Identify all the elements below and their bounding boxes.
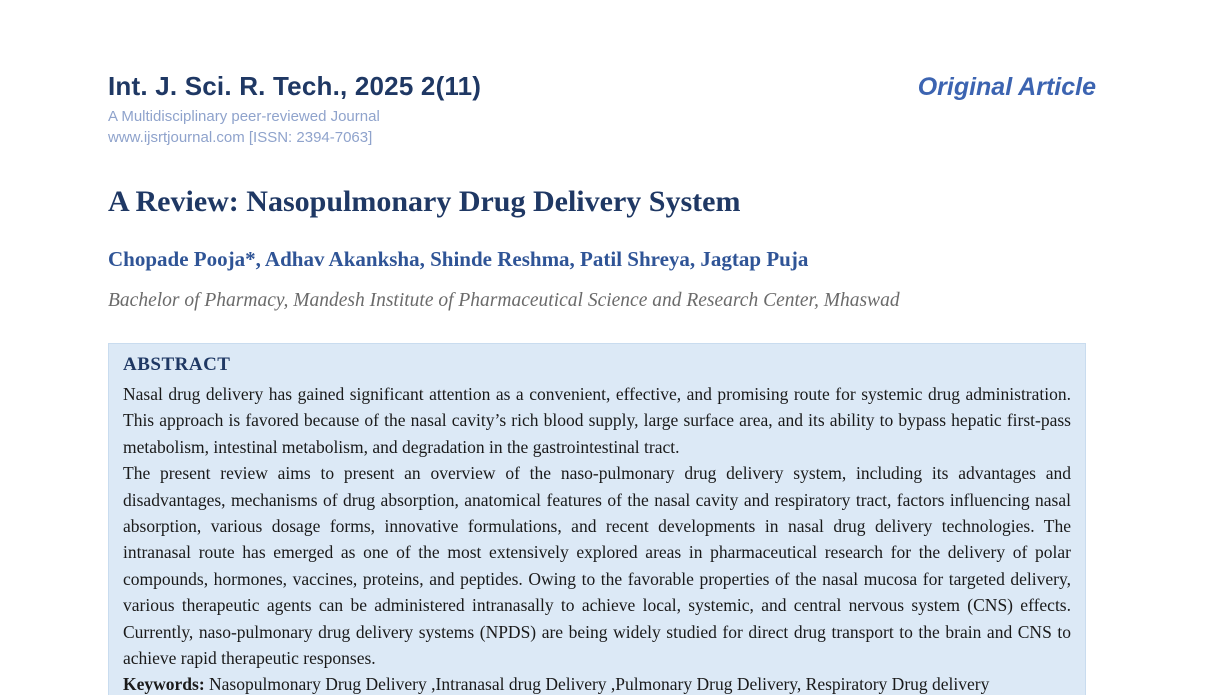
keywords-text: Nasopulmonary Drug Delivery ,Intranasal drug Delivery ,Pulmonary Drug Delivery, Respiratory Drug delivery [204, 674, 990, 695]
journal-subtitle: A Multidisciplinary peer-reviewed Journal [108, 108, 380, 125]
affiliation-line: Bachelor of Pharmacy, Mandesh Institute of Pharmaceutical Science and Research Center, Mhaswad [108, 290, 900, 311]
article-title: A Review: Nasopulmonary Drug Delivery System [108, 185, 741, 218]
journal-header [108, 70, 1096, 148]
journal-name: Int. J. Sci. R. Tech., 2025 2(11) [108, 71, 482, 101]
abstract-paragraph-1: Nasal drug delivery has gained significant attention as a convenient, effective, and promising route for systemic drug administration. This approach is favored because of the nasal cavity’s rich blood supply, large surface area, and its ability to bypass hepatic first-pass metabolism, intestinal metabolism, and degradation in the gastrointestinal tract. [123, 384, 1071, 457]
keywords-label: Keywords: [123, 674, 205, 695]
abstract-heading: ABSTRACT [123, 354, 231, 375]
article-type-label: Original Article [917, 73, 1096, 101]
journal-website-link[interactable]: www.ijsrtjournal.com [ISSN: 2394-7063] [108, 129, 373, 146]
abstract-box [108, 343, 1086, 695]
abstract-paragraph-2: The present review aims to present an overview of the naso-pulmonary drug delivery system, including its advantages and disadvantages, mechanisms of drug absorption, anatomical features of the nasal cavity and respiratory tract, factors influencing nasal absorption, various dosage forms, innovative formulations, and recent developments in nasal drug delivery technologies. The intranasal route has emerged as one of the most extensively explored areas in pharmaceutical research for the delivery of polar compounds, hormones, vaccines, proteins, and peptides. Owing to the favorable properties of the nasal mucosa for targeted delivery, various therapeutic agents can be administered intranasally to achieve local, systemic, and central nervous system (CNS) effects. Currently, naso-pulmonary drug delivery systems (NPDS) are being widely studied for direct drug transport to the brain and CNS to achieve rapid therapeutic responses. [123, 463, 1071, 669]
authors-line: Chopade Pooja*, Adhav Akanksha, Shinde Reshma, Patil Shreya, Jagtap Puja [108, 247, 809, 271]
journal-identity [108, 70, 481, 148]
keywords-line [123, 671, 1071, 695]
